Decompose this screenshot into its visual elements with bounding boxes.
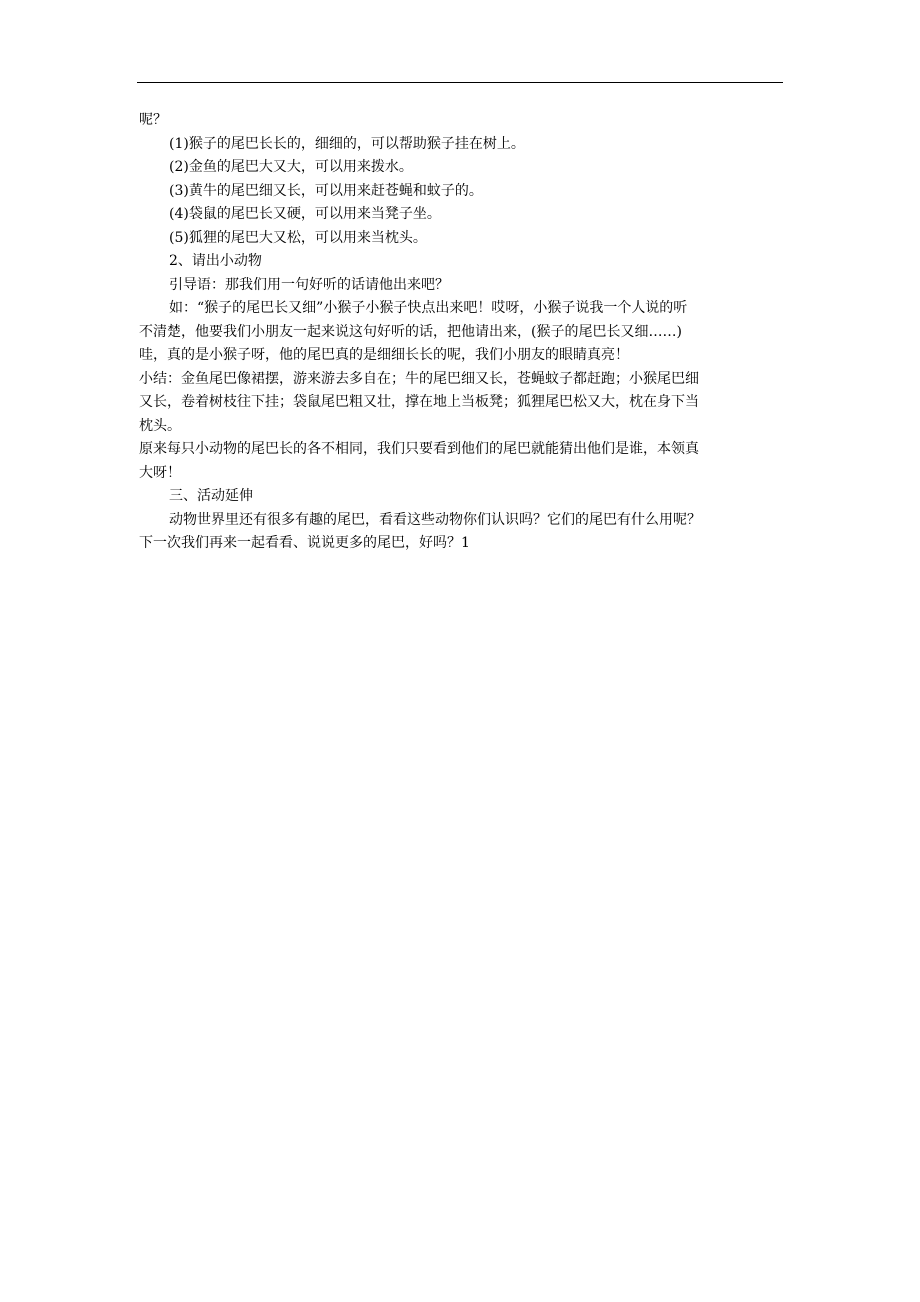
summary-line: 小结：金鱼尾巴像裙摆，游来游去多自在；牛的尾巴细又长，苍蝇蚊子都赶跑；小猴尾巴细 bbox=[139, 370, 699, 387]
list-item-fox: (5)狐狸的尾巴大又松，可以用来当枕头。 bbox=[169, 229, 427, 246]
summary-line: 枕头。 bbox=[139, 417, 181, 434]
text-line: 下一次我们再来一起看看、说说更多的尾巴，好吗？1 bbox=[139, 535, 470, 551]
section-heading: 2、请出小动物 bbox=[169, 253, 262, 269]
document-body bbox=[139, 109, 799, 556]
list-item-monkey: (1)猴子的尾巴长长的，细细的，可以帮助猴子挂在树上。 bbox=[169, 135, 525, 152]
list-item-goldfish: (2)金鱼的尾巴大又大，可以用来拨水。 bbox=[169, 159, 413, 175]
list-item-kangaroo: (4)袋鼠的尾巴长又硬，可以用来当凳子坐。 bbox=[169, 206, 441, 222]
section-heading: 三、活动延伸 bbox=[169, 488, 253, 504]
text-line: 动物世界里还有很多有趣的尾巴，看看这些动物你们认识吗？它们的尾巴有什么用呢？ bbox=[169, 511, 701, 528]
summary-line: 又长，卷着树枝往下挂；袋鼠尾巴粗又壮，撑在地上当板凳；狐狸尾巴松又大，枕在身下当 bbox=[139, 394, 699, 410]
text-line: 呢？ bbox=[139, 112, 167, 128]
text-line: 引导语：那我们用一句好听的话请他出来吧？ bbox=[169, 276, 449, 293]
list-item-cow: (3)黄牛的尾巴细又长，可以用来赶苍蝇和蚊子的。 bbox=[169, 182, 483, 199]
header-rule bbox=[137, 82, 783, 83]
text-line: 不清楚，他要我们小朋友一起来说这句好听的话，把他请出来，(猴子的尾巴长又细……) bbox=[139, 323, 682, 340]
text-line: 哇，真的是小猴子呀，他的尾巴真的是细细长长的呢，我们小朋友的眼睛真亮！ bbox=[139, 347, 629, 363]
text-line: 大呀！ bbox=[139, 464, 181, 481]
text-line: 如：“猴子的尾巴长又细”小猴子小猴子快点出来吧！哎呀，小猴子说我一个人说的听 bbox=[169, 300, 688, 316]
text-line: 原来每只小动物的尾巴长的各不相同，我们只要看到他们的尾巴就能猜出他们是谁，本领真 bbox=[139, 441, 699, 457]
